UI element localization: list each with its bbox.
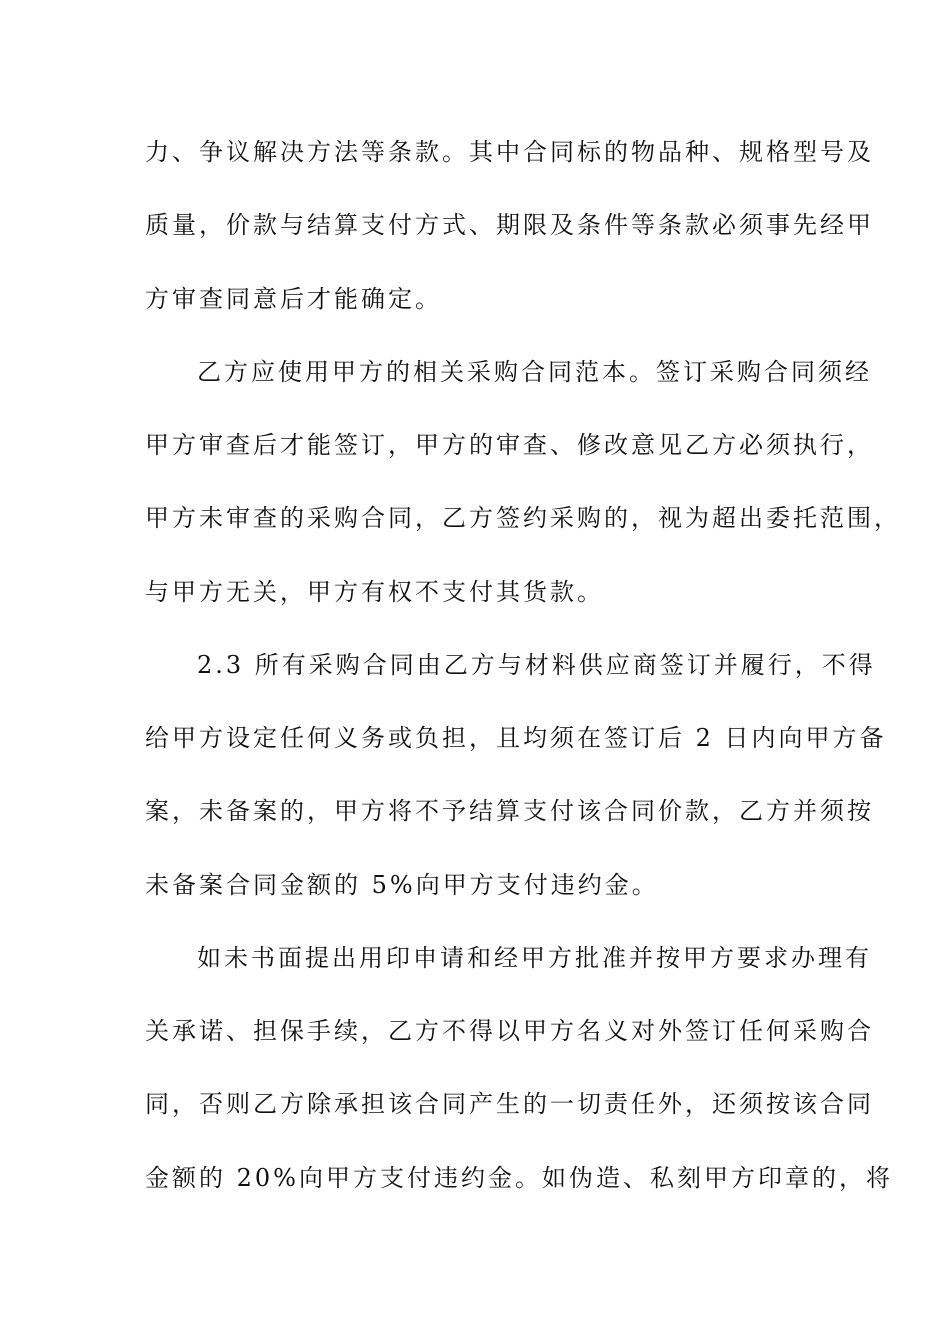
section-2-3-line: 2.3 所有采购合同由乙方与材料供应商签订并履行，不得	[197, 650, 876, 679]
document-body	[145, 128, 901, 1227]
paragraph-start-line: 乙方应使用甲方的相关采购合同范本。签订采购合同须经	[197, 357, 872, 386]
text-line: 质量，价款与结算支付方式、期限及条件等条款必须事先经甲	[145, 211, 874, 240]
text-line: 金额的 20%向甲方支付违约金。如伪造、私刻甲方印章的，将	[145, 1163, 893, 1192]
text-line: 力、争议解决方法等条款。其中合同标的物品种、规格型号及	[145, 138, 874, 166]
text-line: 同，否则乙方除承担该合同产生的一切责任外，还须按该合同	[145, 1090, 874, 1119]
text-line: 案，未备案的，甲方将不予结算支付该合同价款，乙方并须按	[145, 797, 874, 826]
paragraph-start-line: 如未书面提出用印申请和经甲方批准并按甲方要求办理有	[197, 943, 872, 972]
text-line: 关承诺、担保手续，乙方不得以甲方名义对外签订任何采购合	[145, 1017, 874, 1045]
text-line: 未备案合同金额的 5%向甲方支付违约金。	[145, 870, 659, 899]
text-line: 与甲方无关，甲方有权不支付其货款。	[145, 577, 604, 606]
text-line: 甲方未审查的采购合同，乙方签约采购的，视为超出委托范围，	[145, 504, 901, 533]
text-line: 给甲方设定任何义务或负担，且均须在签订后 2 日内向甲方备	[145, 724, 887, 752]
text-line: 方审查同意后才能确定。	[145, 284, 442, 313]
text-line: 甲方审查后才能签订，甲方的审查、修改意见乙方必须执行，	[145, 431, 874, 459]
